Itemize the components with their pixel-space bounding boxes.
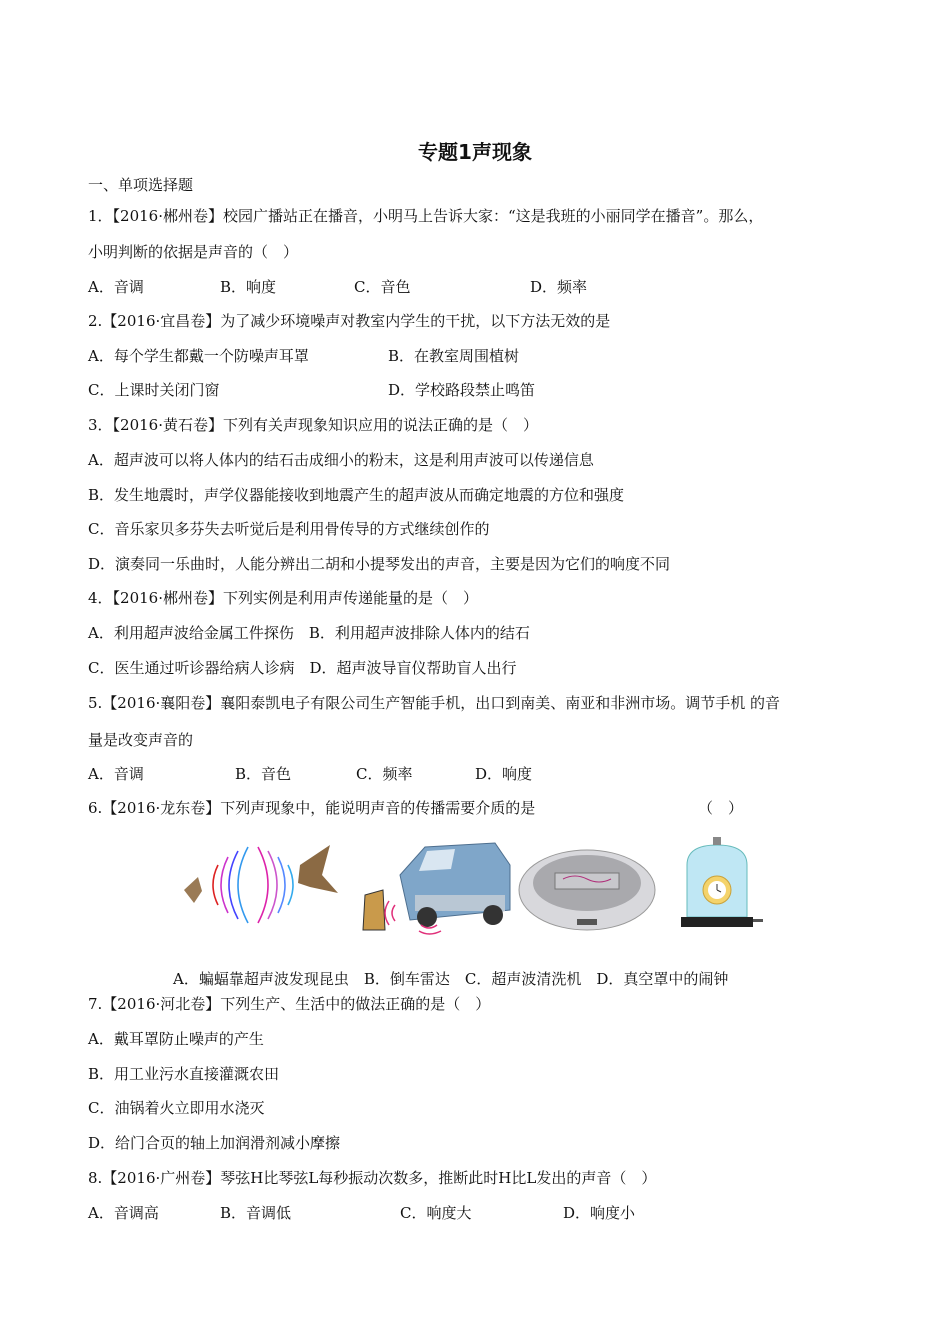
q2-option-d: D．学校路段禁止鸣笛 <box>388 381 536 399</box>
q7-option-b: B．用工业污水直接灌溉农田 <box>88 1065 280 1083</box>
question-8-stem: 8.【2016·广州卷】琴弦H比琴弦L每秒振动次数多，推断此时H比L发出的声音（ ） <box>88 1169 657 1187</box>
q1-option-b: B．响度 <box>220 278 277 296</box>
q4-options-row-1: A．利用超声波给金属工件探伤 B．利用超声波排除人体内的结石 <box>88 624 530 642</box>
q3-option-a: A．超声波可以将人体内的结石击成细小的粉末，这是利用声波可以传递信息 <box>88 451 594 469</box>
q5-option-c: C．频率 <box>356 765 413 783</box>
bat-echolocation-figure <box>180 835 340 935</box>
question-1-stem-cont: 小明判断的依据是声音的（ ） <box>88 243 299 261</box>
q7-option-d: D．给门合页的轴上加润滑剂减小摩擦 <box>88 1134 341 1152</box>
q6-options-row: A．蝙蝠靠超声波发现昆虫 B．倒车雷达 C．超声波清洗机 D．真空罩中的闹钟 <box>173 970 729 988</box>
question-5-stem-cont: 量是改变声音的 <box>88 731 194 749</box>
question-6-stem: 6.【2016·龙东卷】下列声现象中，能说明声音的传播需要介质的是 <box>88 799 536 817</box>
ultrasonic-cleaner-figure <box>515 835 660 935</box>
question-3-stem: 3．【2016·黄石卷】下列有关声现象知识应用的说法正确的是（ ） <box>88 416 538 434</box>
question-2-stem: 2.【2016·宜昌卷】为了减少环境噪声对教室内学生的干扰，以下方法无效的是 <box>88 312 611 330</box>
question-5-stem: 5.【2016·襄阳卷】襄阳泰凯电子有限公司生产智能手机，出口到南美、南亚和非洲市场。调节手机 的音 <box>88 694 781 712</box>
q3-option-d: D．演奏同一乐曲时，人能分辨出二胡和小提琴发出的声音，主要是因为它们的响度不同 <box>88 555 671 573</box>
vacuum-bell-jar-figure <box>675 835 765 935</box>
q3-option-b: B．发生地震时，声学仪器能接收到地震产生的超声波从而确定地震的方位和强度 <box>88 486 625 504</box>
question-1-stem: 1．【2016·郴州卷】校园广播站正在播音，小明马上告诉大家：“这是我班的小丽同学在播音”。那么， <box>88 207 764 225</box>
q1-option-d: D．频率 <box>530 278 588 296</box>
q3-option-c: C．音乐家贝多芬失去听觉后是利用骨传导的方式继续创作的 <box>88 520 490 538</box>
q8-option-b: B．音调低 <box>220 1204 292 1222</box>
q2-option-c: C．上课时关闭门窗 <box>88 381 220 399</box>
q6-answer-bracket: （ ） <box>698 799 744 817</box>
q8-option-d: D．响度小 <box>563 1204 636 1222</box>
q2-option-a: A．每个学生都戴一个防噪声耳罩 <box>88 347 309 365</box>
q8-option-a: A．音调高 <box>88 1204 159 1222</box>
q1-option-c: C．音色 <box>354 278 411 296</box>
question-4-stem: 4．【2016·郴州卷】下列实例是利用声传递能量的是（ ） <box>88 589 478 607</box>
q7-option-a: A．戴耳罩防止噪声的产生 <box>88 1030 264 1048</box>
q5-option-b: B．音色 <box>235 765 292 783</box>
q1-option-a: A．音调 <box>88 278 144 296</box>
q5-option-a: A．音调 <box>88 765 144 783</box>
q5-option-d: D．响度 <box>475 765 533 783</box>
reversing-radar-figure <box>355 835 515 935</box>
q7-option-c: C．油锅着火立即用水浇灭 <box>88 1099 265 1117</box>
page-title: 专题1声现象 <box>418 140 532 164</box>
question-7-stem: 7.【2016·河北卷】下列生产、生活中的做法正确的是（ ） <box>88 995 491 1013</box>
q2-option-b: B．在教室周围植树 <box>388 347 520 365</box>
q8-option-c: C．响度大 <box>400 1204 472 1222</box>
section-heading: 一、单项选择题 <box>88 176 194 194</box>
q4-options-row-2: C．医生通过听诊器给病人诊病 D．超声波导盲仪帮助盲人出行 <box>88 659 517 677</box>
